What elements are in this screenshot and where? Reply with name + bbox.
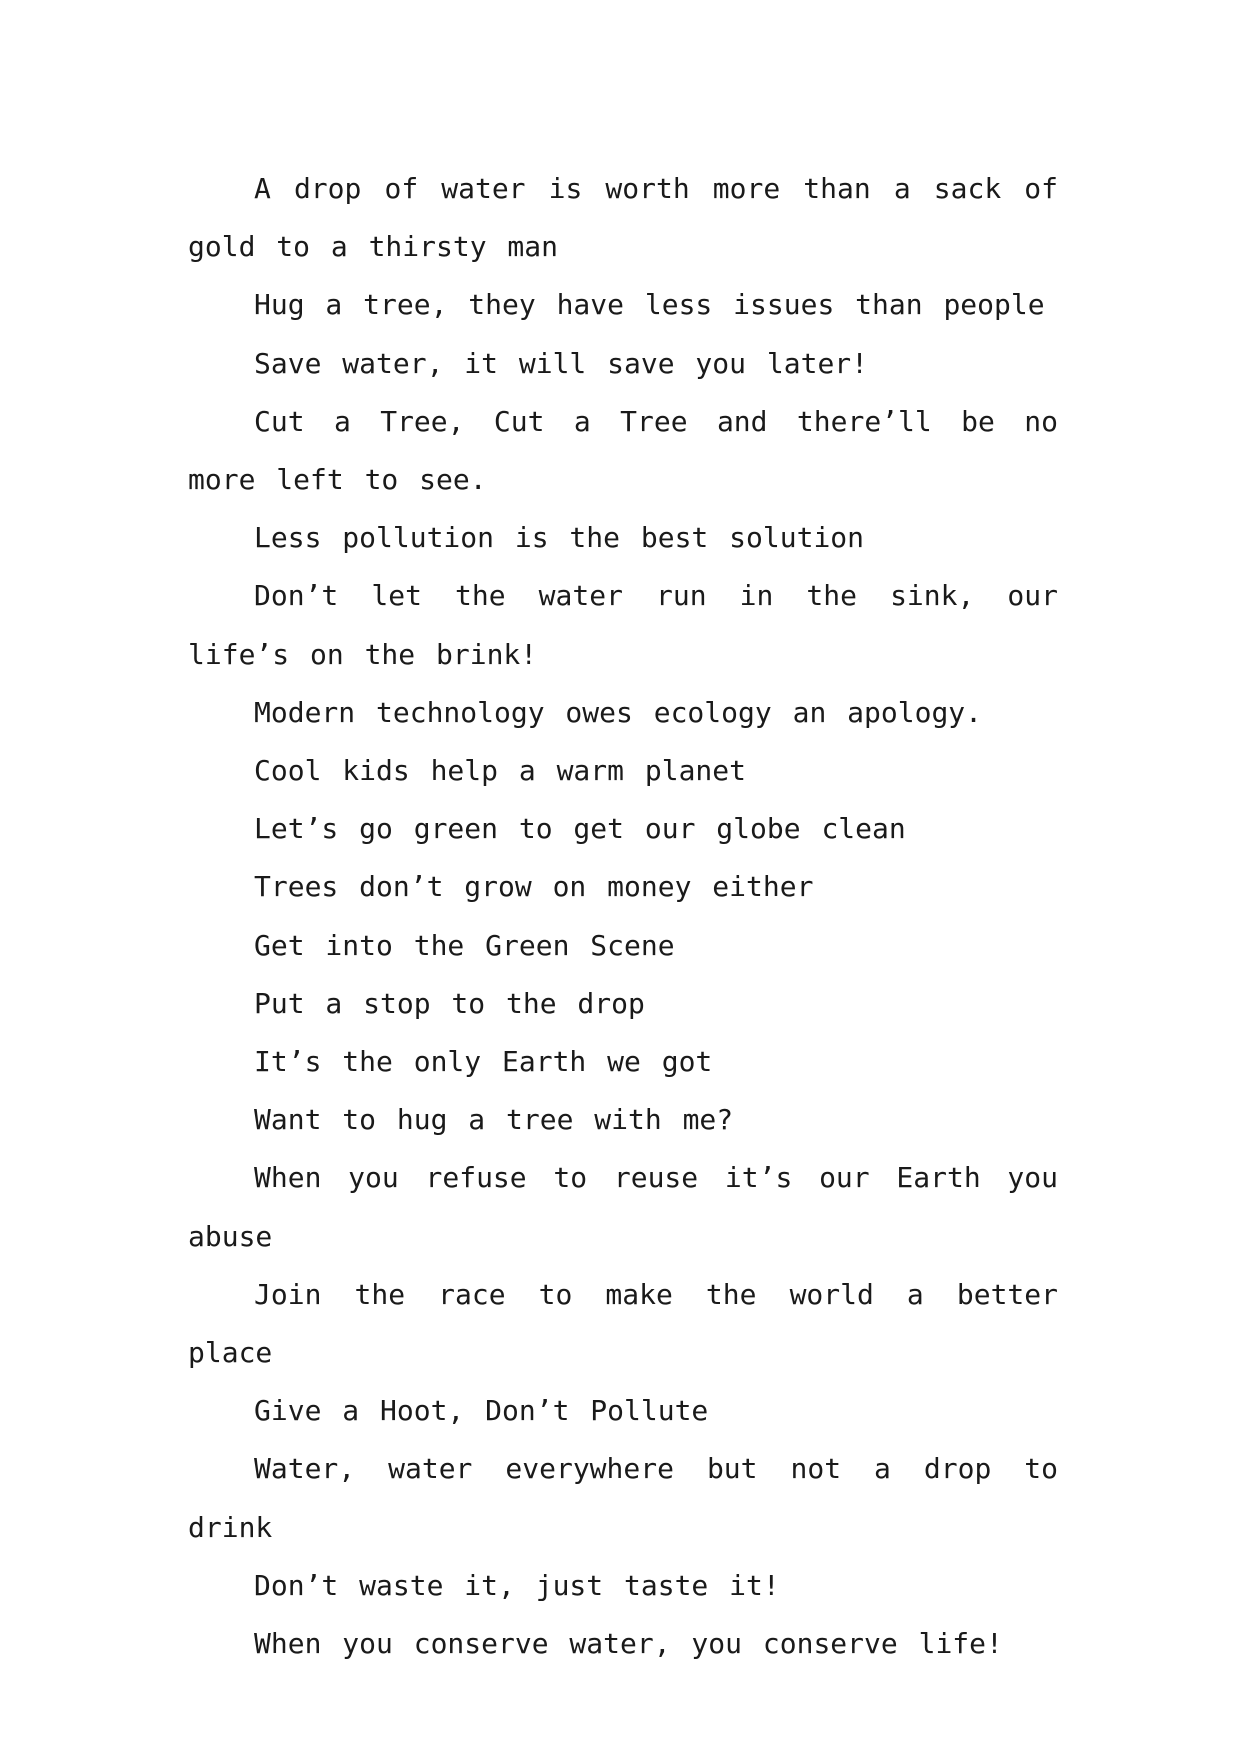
paragraph: Trees don’t grow on money either bbox=[254, 870, 814, 904]
paragraph: Join the race to make the world a better place bbox=[188, 1277, 1058, 1370]
paragraph: When you conserve water, you conserve life! bbox=[254, 1627, 1003, 1661]
paragraph: Get into the Green Scene bbox=[254, 928, 675, 962]
paragraph: Hug a tree, they have less issues than people bbox=[254, 288, 1045, 322]
paragraph: Water, water everywhere but not a drop to drink bbox=[188, 1452, 1058, 1544]
paragraph: Give a Hoot, Don’t Pollute bbox=[254, 1394, 709, 1428]
paragraph: Want to hug a tree with me? bbox=[254, 1103, 734, 1137]
paragraph: Let’s go green to get our globe clean bbox=[254, 812, 906, 846]
paragraph: It’s the only Earth we got bbox=[254, 1045, 713, 1079]
paragraph: Don’t waste it, just taste it! bbox=[254, 1568, 780, 1602]
paragraph: When you refuse to reuse it’s our Earth you abuse bbox=[188, 1161, 1058, 1253]
paragraph: Put a stop to the drop bbox=[254, 986, 645, 1020]
paragraph: Cut a Tree, Cut a Tree and there’ll be no more left to see. bbox=[188, 404, 1058, 497]
paragraph: Less pollution is the best solution bbox=[254, 521, 865, 555]
document-body bbox=[188, 160, 1058, 1673]
paragraph: Save water, it will save you later! bbox=[254, 346, 869, 380]
paragraph: A drop of water is worth more than a sack of gold to a thirsty man bbox=[188, 172, 1058, 264]
paragraph: Cool kids help a warm planet bbox=[254, 754, 747, 788]
paragraph: Don’t let the water run in the sink, our life’s on the brink! bbox=[188, 579, 1058, 671]
paragraph: Modern technology owes ecology an apology. bbox=[254, 695, 983, 729]
